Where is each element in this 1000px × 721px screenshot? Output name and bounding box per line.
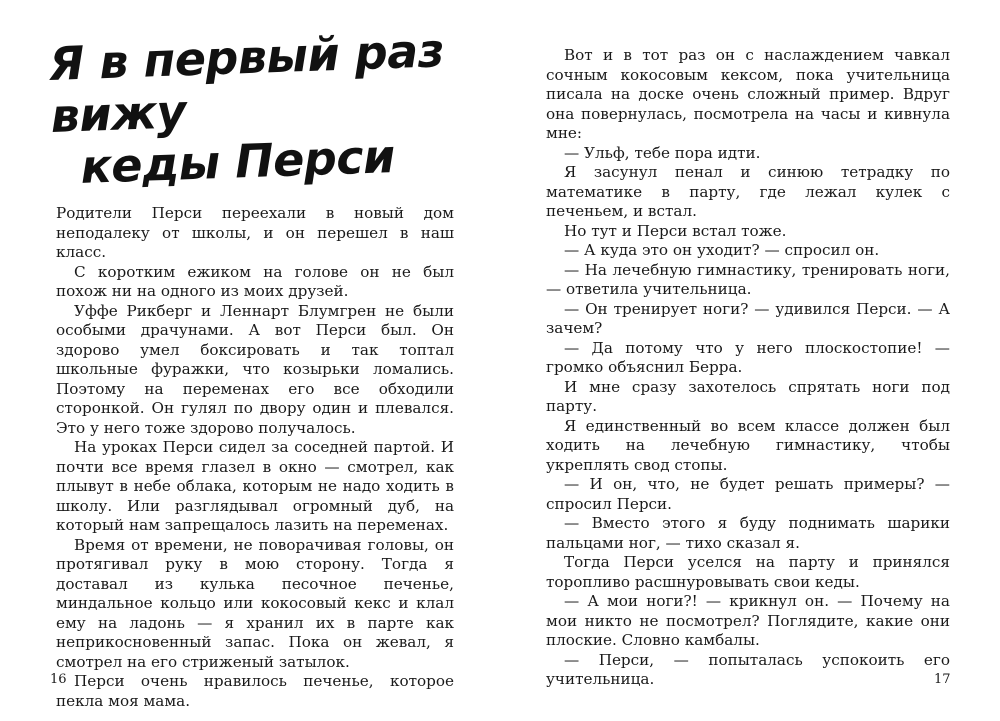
paragraph: Я единственный во всем классе должен был ходить на лечебную гимнастику, чтобы укреплять свод стопы. <box>546 416 950 474</box>
paragraph: С коротким ежиком на голове он не был похож ни на одного из моих друзей. <box>56 262 454 300</box>
paragraph: Уффе Рикберг и Леннарт Блумгрен не были особыми драчунами. А вот Перси был. Он здорово умел боксировать и так топтал школьные фуражки, что козырьки ломались. Поэтому на переменах его все обходили сторонкой. Он гулял по двору один и плевался. Это у него тоже здорово получалось. <box>56 301 454 437</box>
paragraph: Родители Перси переехали в новый дом неподалеку от школы, и он перешел в наш класс. <box>56 204 454 261</box>
paragraph: — Вместо этого я буду поднимать шарики пальцами ног, — тихо сказал я. <box>546 514 950 552</box>
page-number: 17 <box>934 672 951 687</box>
paragraph: Перси очень нравилось печенье, которое пекла моя мама. <box>56 672 454 710</box>
right-page <box>510 0 980 721</box>
paragraph: — И он, что, не будет решать примеры? — спросил Перси. <box>546 475 950 513</box>
paragraph: Вот и в тот раз он с наслаждением чавкал сочным кокосовым кексом, пока учительница писала на доске очень сложный пример. Вдруг она повернулась, посмотрела на часы и кивнула мне: <box>546 46 950 142</box>
page-number: 16 <box>50 672 67 687</box>
paragraph: Я засунул пенал и синюю тетрадку по математике в парту, где лежал кулек с печеньем, и встал. <box>546 163 950 220</box>
paragraph: И мне сразу захотелось спрятать ноги под парту. <box>546 377 950 415</box>
chapter-title <box>48 24 463 194</box>
left-page <box>0 0 470 721</box>
paragraph: — На лечебную гимнастику, тренировать ноги, — ответила учительница. <box>546 260 950 298</box>
left-page-text <box>56 204 454 711</box>
paragraph: — Ульф, тебе пора идти. <box>564 143 761 162</box>
paragraph: — Он тренирует ноги? — удивился Перси. — А зачем? <box>546 299 950 337</box>
paragraph: Но тут и Перси встал тоже. <box>564 221 787 240</box>
paragraph: — А куда это он уходит? — спросил он. <box>564 241 880 259</box>
chapter-title-line: Я в первый раз вижу <box>47 23 445 143</box>
paragraph: Тогда Перси уселся на парту и принялся торопливо расшнуровывать свои кеды. <box>546 553 950 591</box>
paragraph: — Перси, — попыталась успокоить его учительница. <box>546 650 950 688</box>
paragraph: — А мои ноги?! — крикнул он. — Почему на мои никто не посмотрел? Поглядите, какие они плоские. Словно камбалы. <box>546 592 950 649</box>
chapter-title-line: кеды Перси <box>79 128 396 194</box>
paragraph: На уроках Перси сидел за соседней партой. И почти все время глазел в окно — смотрел, как плывут в небе облака, которым не надо ходить в школу. Или разглядывал огромный дуб, на который нам запрещалось лазить на переменах. <box>56 438 454 534</box>
paragraph: Время от времени, не поворачивая головы, он протягивал руку в мою сторону. Тогда я доставал из кулька песочное печенье, миндальное кольцо или кокосовый кекс и клал ему на ладонь — я хранил их в парте как неприкосновенный запас. Пока он жевал, я смотрел на его стриженый затылок. <box>56 535 454 671</box>
right-page-text <box>546 46 950 690</box>
paragraph: — Да потому что у него плоскостопие! — громко объяснил Берра. <box>546 338 950 376</box>
